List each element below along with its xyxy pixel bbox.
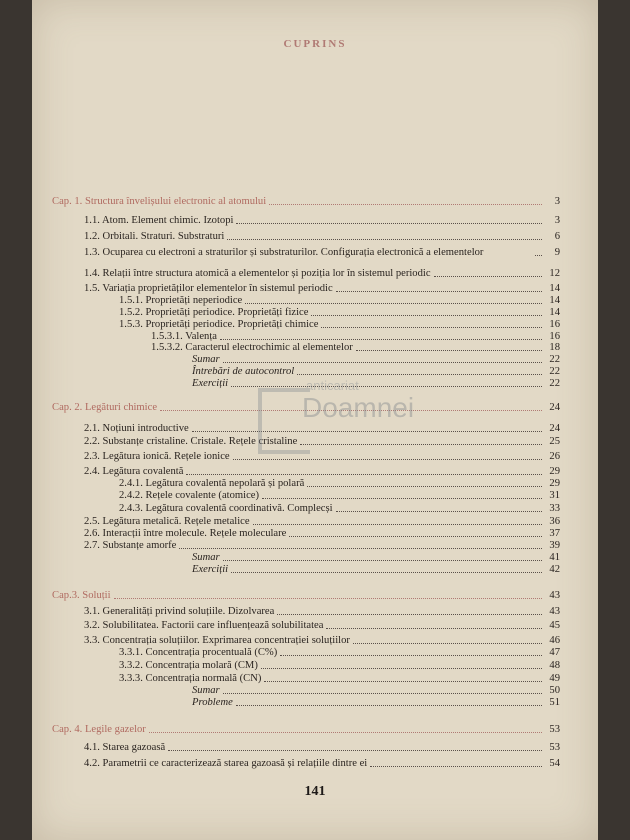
toc-title: 3.2. Solubilitatea. Factorii care influențează solubilitatea	[84, 620, 324, 631]
toc-title: 3.3.3. Concentrația normală (CN)	[119, 673, 262, 684]
dot-leader	[535, 255, 542, 256]
toc-entry	[192, 564, 560, 576]
toc-entry	[84, 451, 560, 463]
toc-page-number: 12	[549, 268, 560, 279]
toc-page-number: 16	[549, 331, 560, 342]
toc-page-number: 14	[549, 295, 560, 306]
toc-page-number: 45	[549, 620, 560, 631]
toc-title: Cap. 4. Legile gazelor	[52, 724, 146, 735]
toc-entry	[84, 620, 560, 632]
toc-page-number: 49	[549, 673, 560, 684]
toc-title: 2.5. Legătura metalică. Rețele metalice	[84, 516, 250, 527]
dot-leader	[356, 350, 542, 351]
toc-page-number: 3	[554, 196, 560, 207]
dot-leader	[297, 374, 542, 375]
dot-leader	[186, 474, 542, 475]
toc-title: 1.5.3.2. Caracterul electrochimic al elementelor	[151, 342, 353, 353]
toc-entry	[192, 685, 560, 697]
toc-page-number: 51	[549, 697, 560, 708]
toc-entry	[84, 516, 560, 528]
toc-page-number: 16	[549, 319, 560, 330]
toc-entry	[119, 660, 560, 672]
dot-leader	[336, 511, 542, 512]
toc-page-number: 3	[554, 215, 560, 226]
toc-page-number: 47	[549, 647, 560, 658]
toc-page-number: 48	[549, 660, 560, 671]
dot-leader	[336, 291, 542, 292]
toc-entry	[84, 635, 560, 647]
toc-page-number: 24	[549, 402, 560, 413]
dot-leader	[326, 628, 542, 629]
toc-title: Cap. 2. Legături chimice	[52, 402, 158, 413]
toc-page-number: 43	[549, 590, 560, 601]
toc-page-number: 6	[554, 231, 560, 242]
toc-chapter	[52, 196, 560, 208]
dot-leader	[227, 239, 542, 240]
toc-title: Sumar	[192, 552, 220, 563]
page-header: CUPRINS	[283, 38, 347, 50]
toc-title: 1.5.1. Proprietăți neperiodice	[119, 295, 243, 306]
toc-page-number: 22	[549, 378, 560, 389]
toc-page-number: 50	[549, 685, 560, 696]
toc-title: 1.4. Relații între structura atomică a elementelor și poziția lor în sistemul periodic	[84, 268, 431, 279]
toc-title: Sumar	[192, 685, 220, 696]
dot-leader	[223, 693, 542, 694]
toc-entry	[192, 697, 560, 709]
dot-leader	[179, 548, 542, 549]
toc-entry	[84, 436, 560, 448]
dot-leader	[311, 315, 542, 316]
toc-title: 4.1. Starea gazoasă	[84, 742, 166, 753]
table-of-contents	[32, 0, 598, 840]
toc-page-number: 22	[549, 366, 560, 377]
dot-leader	[192, 431, 542, 432]
toc-title: 1.5.3. Proprietăți periodice. Proprietăți chimice	[119, 319, 319, 330]
toc-title: Cap. 1. Structura învelișului electronic al atomului	[52, 196, 267, 207]
toc-chapter	[52, 590, 560, 602]
toc-page-number: 22	[549, 354, 560, 365]
toc-title: 3.3.1. Concentrația procentuală (C%)	[119, 647, 278, 658]
dot-leader	[231, 386, 542, 387]
toc-title: 1.2. Orbitali. Straturi. Substraturi	[84, 231, 225, 242]
dot-leader	[220, 339, 542, 340]
toc-title: Întrebări de autocontrol	[192, 366, 295, 377]
watermark-main: Doamnei	[302, 392, 415, 423]
toc-entry	[192, 378, 560, 390]
toc-page-number: 31	[549, 490, 560, 501]
toc-entry	[119, 295, 560, 307]
dot-leader	[253, 524, 542, 525]
toc-title: Probleme	[192, 697, 233, 708]
dot-leader	[223, 560, 542, 561]
toc-entry	[84, 528, 560, 540]
toc-title: 1.3. Ocuparea cu electroni a straturilor și substraturilor. Configurația electronică a elementelor	[84, 247, 484, 258]
toc-entry	[119, 319, 560, 331]
dot-leader	[261, 668, 542, 669]
dot-leader	[264, 681, 542, 682]
toc-title: 2.6. Interacții între molecule. Rețele moleculare	[84, 528, 287, 539]
toc-entry	[151, 342, 560, 354]
dot-leader	[353, 643, 542, 644]
toc-title: 3.3.2. Concentrația molară (CM)	[119, 660, 258, 671]
dot-leader	[168, 750, 542, 751]
dot-leader	[160, 410, 542, 411]
toc-title: 3.3. Concentrația soluțiilor. Exprimarea concentrației soluțiilor	[84, 635, 350, 646]
toc-title: 2.7. Substanțe amorfe	[84, 540, 177, 551]
toc-page-number: 39	[549, 540, 560, 551]
toc-page-number: 29	[549, 478, 560, 489]
dot-leader	[434, 276, 542, 277]
dot-leader	[149, 732, 542, 733]
toc-page-number: 29	[549, 466, 560, 477]
toc-entry	[119, 673, 560, 685]
toc-page-number: 41	[549, 552, 560, 563]
toc-title: 2.1. Noțiuni introductive	[84, 423, 189, 434]
dot-leader	[245, 303, 542, 304]
dot-leader	[370, 766, 542, 767]
toc-page-number: 54	[549, 758, 560, 769]
dot-leader	[236, 223, 542, 224]
toc-title: 4.2. Parametrii ce caracterizează starea gazoasă și relațiile dintre ei	[84, 758, 368, 769]
toc-entry	[84, 742, 560, 754]
toc-chapter	[52, 724, 560, 736]
dot-leader	[223, 362, 542, 363]
toc-page-number: 36	[549, 516, 560, 527]
toc-page-number: 53	[549, 742, 560, 753]
toc-entry	[84, 283, 560, 295]
toc-title: 3.1. Generalități privind soluțiile. Dizolvarea	[84, 606, 275, 617]
toc-entry	[192, 354, 560, 366]
toc-title: Exerciții	[192, 378, 229, 389]
dot-leader	[236, 705, 542, 706]
dot-leader	[277, 614, 542, 615]
dot-leader	[233, 459, 542, 460]
toc-entry	[119, 307, 560, 319]
dot-leader	[321, 327, 542, 328]
toc-page-number: 33	[549, 503, 560, 514]
toc-page-number: 18	[549, 342, 560, 353]
dot-leader	[307, 486, 542, 487]
toc-entry	[84, 606, 560, 618]
toc-entry	[192, 552, 560, 564]
toc-entry	[84, 215, 560, 227]
toc-entry	[84, 758, 560, 770]
toc-title: 1.5.2. Proprietăți periodice. Proprietăți fizice	[119, 307, 309, 318]
book-page	[32, 0, 598, 840]
toc-title: Sumar	[192, 354, 220, 365]
toc-title: 2.2. Substanțe cristaline. Cristale. Rețele cristaline	[84, 436, 298, 447]
toc-entry	[84, 268, 560, 280]
dot-leader	[114, 598, 542, 599]
toc-page-number: 46	[549, 635, 560, 646]
toc-entry	[84, 247, 560, 259]
toc-title: 2.4. Legătura covalentă	[84, 466, 184, 477]
toc-title: 2.4.3. Legătura covalentă coordinativă. Complecși	[119, 503, 333, 514]
toc-title: 2.4.2. Rețele covalente (atomice)	[119, 490, 260, 501]
toc-title: 2.3. Legătura ionică. Rețele ionice	[84, 451, 230, 462]
toc-page-number: 24	[549, 423, 560, 434]
toc-page-number: 42	[549, 564, 560, 575]
toc-page-number: 14	[549, 307, 560, 318]
toc-entry	[84, 231, 560, 243]
page-number: 141	[304, 784, 326, 799]
toc-title: Cap.3. Soluții	[52, 590, 111, 601]
toc-page-number: 9	[554, 247, 560, 258]
toc-title: 2.4.1. Legătura covalentă nepolară și polară	[119, 478, 305, 489]
toc-entry	[84, 466, 560, 478]
toc-page-number: 26	[549, 451, 560, 462]
toc-title: 1.1. Atom. Element chimic. Izotopi	[84, 215, 234, 226]
dot-leader	[300, 444, 542, 445]
toc-chapter	[52, 402, 560, 414]
dot-leader	[269, 204, 542, 205]
toc-title: 1.5.3.1. Valența	[151, 331, 218, 342]
toc-page-number: 14	[549, 283, 560, 294]
watermark-sub: anticariat	[306, 378, 359, 393]
toc-entry	[192, 366, 560, 378]
toc-entry	[84, 423, 560, 435]
dot-leader	[231, 572, 542, 573]
dot-leader	[280, 655, 542, 656]
toc-title: 1.5. Variația proprietăților elementelor în sistemul periodic	[84, 283, 333, 294]
dot-leader	[262, 498, 542, 499]
dot-leader	[289, 536, 542, 537]
toc-entry	[119, 478, 560, 490]
toc-page-number: 37	[549, 528, 560, 539]
toc-entry	[84, 540, 560, 552]
toc-title: Exerciții	[192, 564, 229, 575]
toc-entry	[119, 503, 560, 515]
toc-page-number: 53	[549, 724, 560, 735]
toc-entry	[119, 490, 560, 502]
toc-page-number: 43	[549, 606, 560, 617]
toc-entry	[119, 647, 560, 659]
toc-page-number: 25	[549, 436, 560, 447]
